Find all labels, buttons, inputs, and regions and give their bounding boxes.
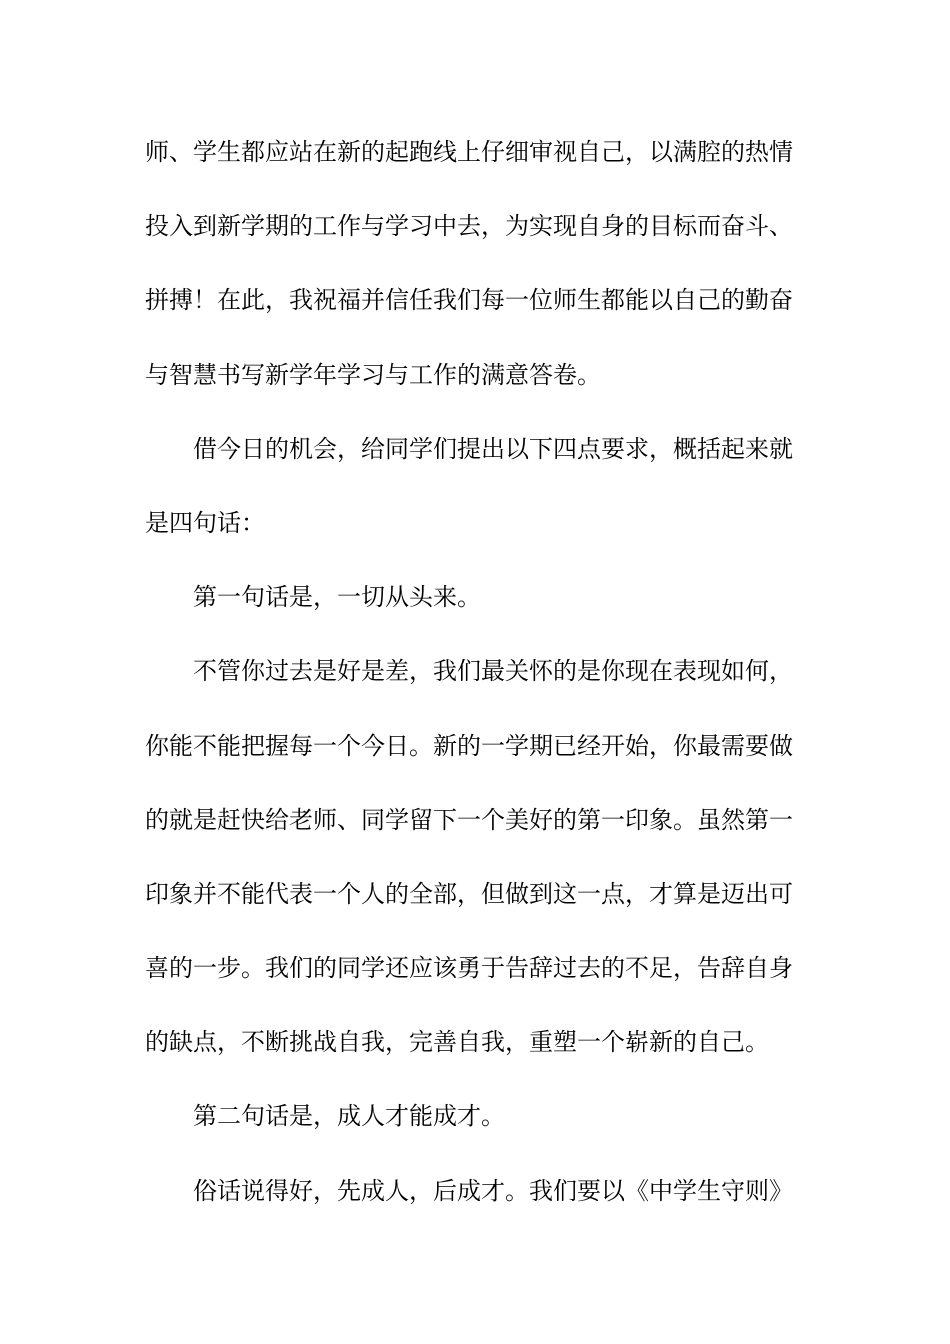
section-heading-first: 第一句话是，一切从头来。 xyxy=(193,583,481,612)
section-heading-second: 第二句话是，成人才能成才。 xyxy=(193,1102,505,1131)
text-line: 是四句话： xyxy=(145,508,265,537)
text-line: 的就是赶快给老师、同学留下一个美好的第一印象。虽然第一 xyxy=(145,805,793,834)
text-line: 你能不能把握每一个今日。新的一学期已经开始，你最需要做 xyxy=(145,731,793,760)
text-line: 投入到新学期的工作与学习中去，为实现自身的目标而奋斗、 xyxy=(145,212,793,241)
text-line: 印象并不能代表一个人的全部，但做到这一点，才算是迈出可 xyxy=(145,879,793,908)
body-text xyxy=(145,130,805,1243)
paragraph-start-line: 借今日的机会，给同学们提出以下四点要求，概括起来就 xyxy=(193,434,793,463)
text-line: 的缺点，不断挑战自我，完善自我，重塑一个崭新的自己。 xyxy=(145,1028,769,1057)
paragraph-start-line: 俗话说得好，先成人，后成才。我们要以《中学生守则》 xyxy=(193,1176,793,1205)
text-line: 喜的一步。我们的同学还应该勇于告辞过去的不足，告辞自身 xyxy=(145,954,793,983)
text-line: 师、学生都应站在新的起跑线上仔细审视自己，以满腔的热情 xyxy=(145,138,793,166)
text-line: 拼搏！在此，我祝福并信任我们每一位师生都能以自己的勤奋 xyxy=(145,286,793,315)
paragraph-start-line: 不管你过去是好是差，我们最关怀的是你现在表现如何， xyxy=(193,657,793,686)
text-line: 与智慧书写新学年学习与工作的满意答卷。 xyxy=(145,360,601,389)
